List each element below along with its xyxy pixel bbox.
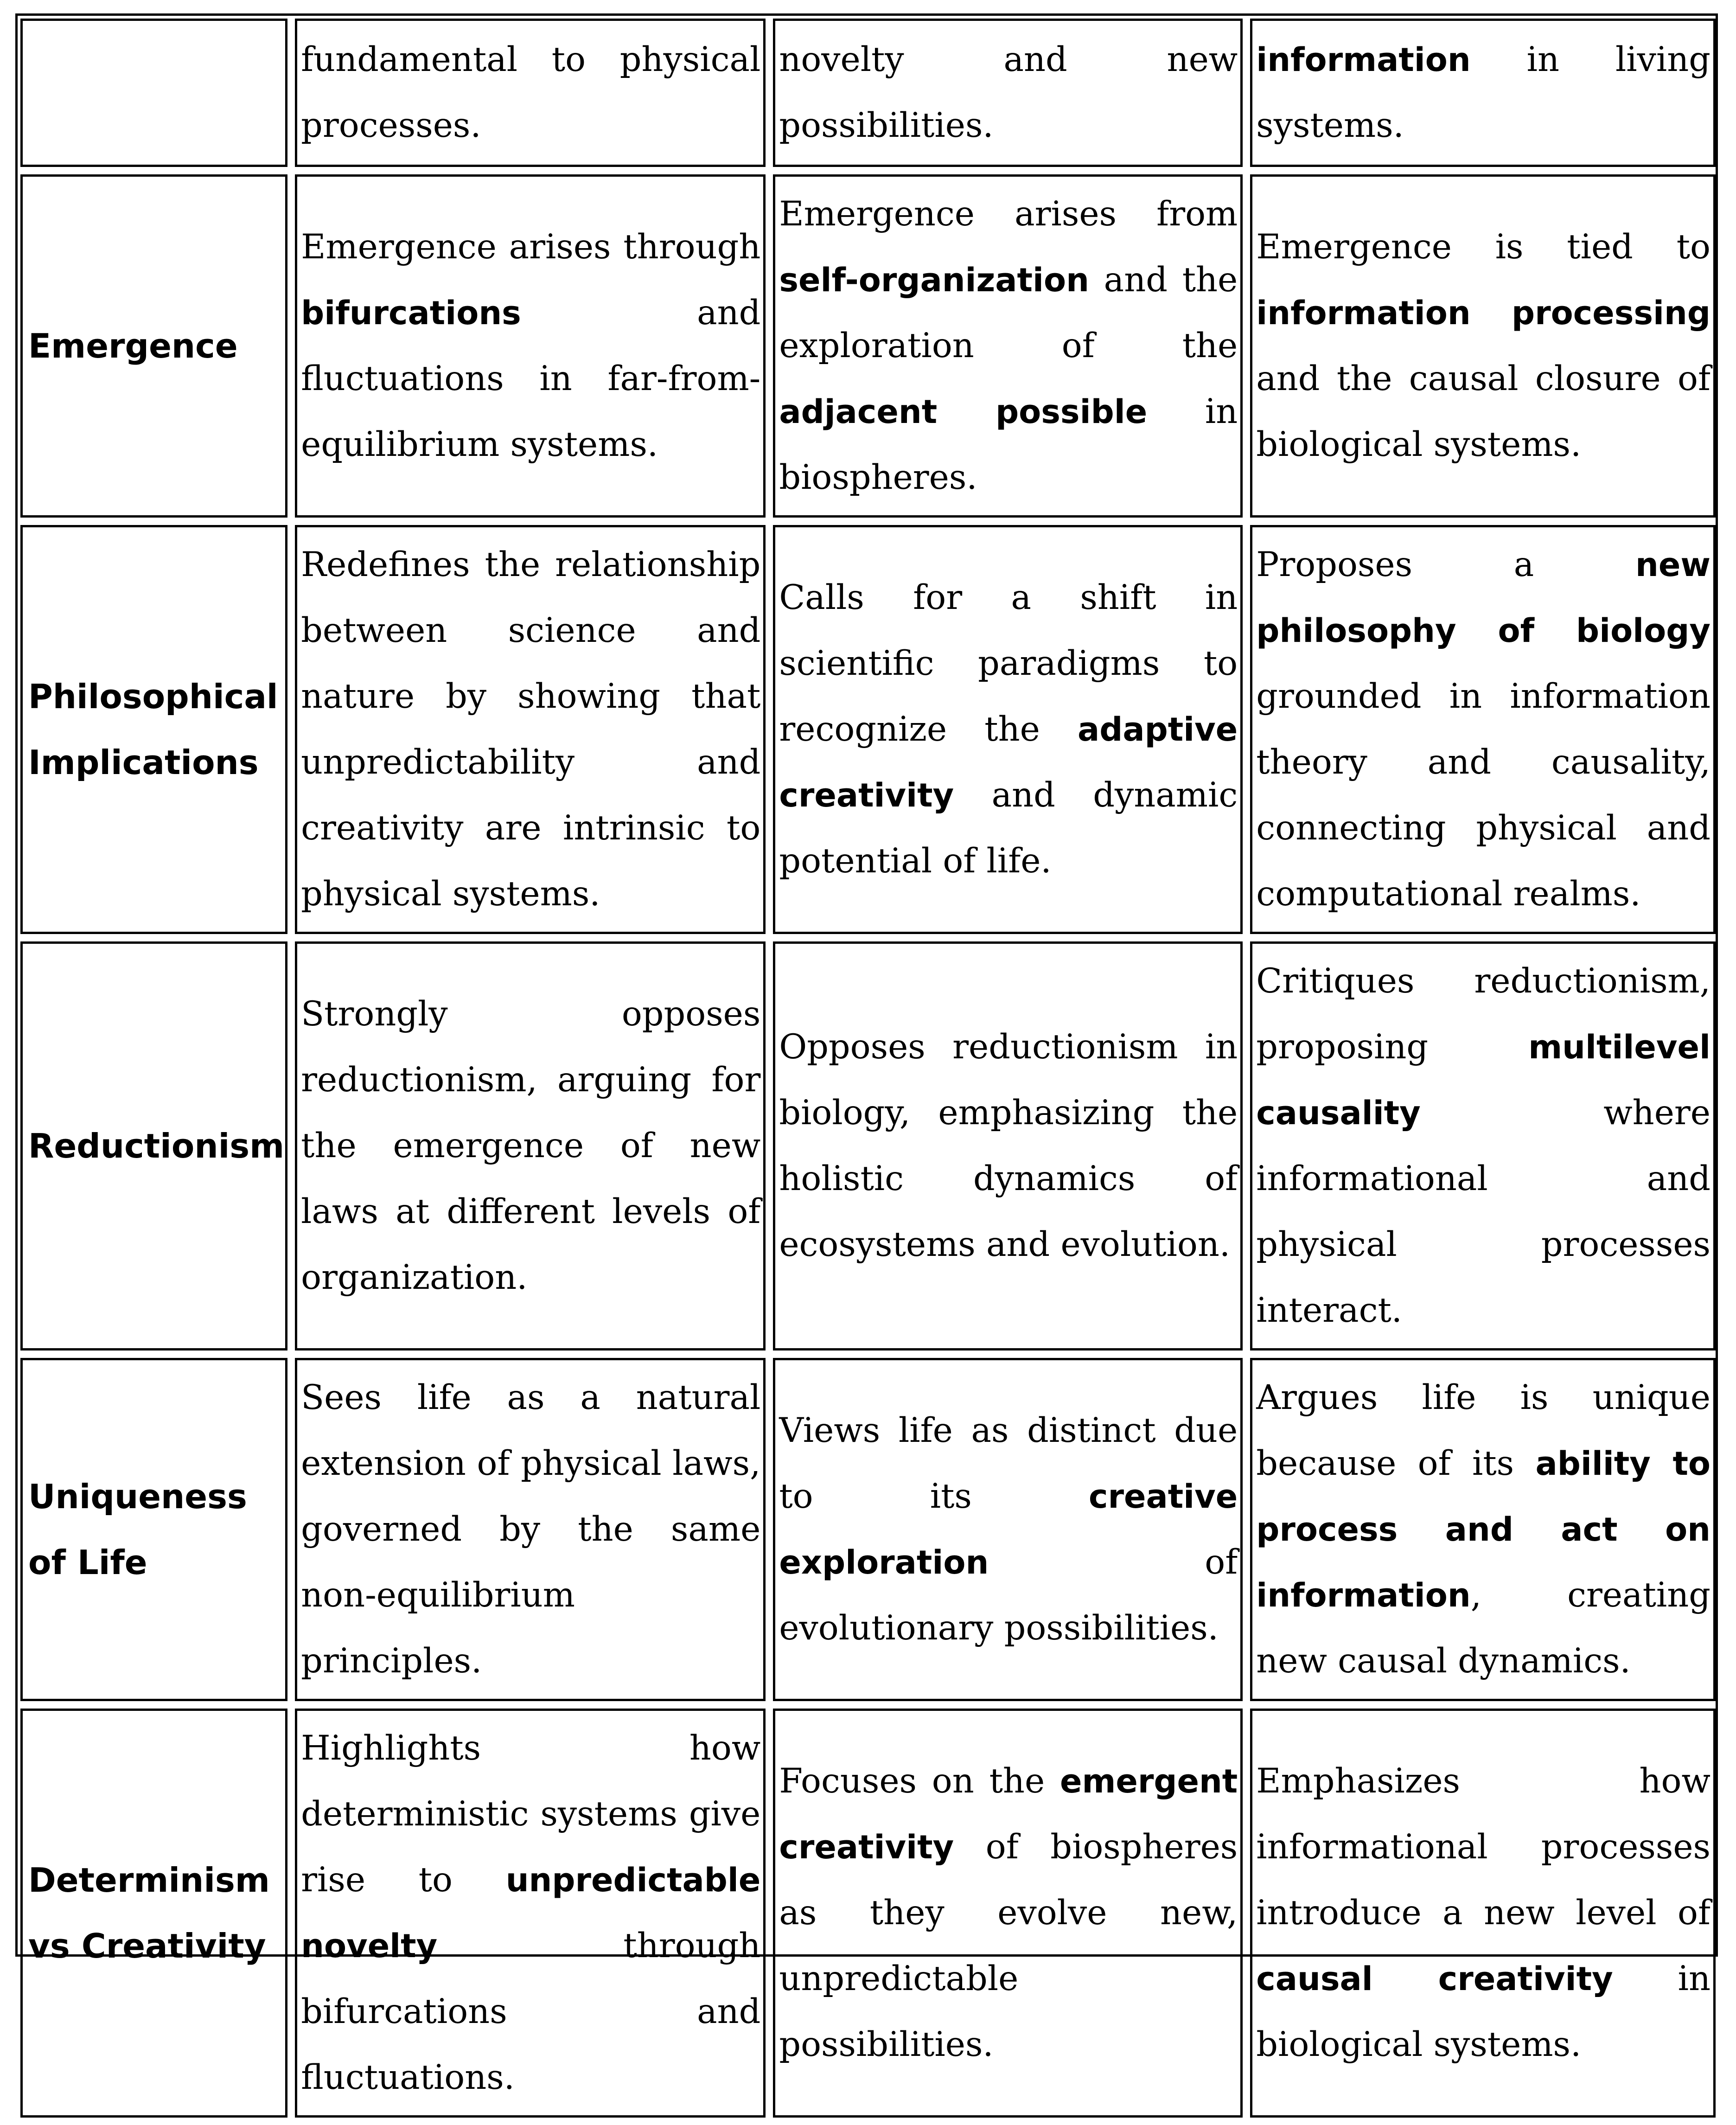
table-row [20, 1358, 1716, 1701]
cell-text: Emphasizes how informational processes introduce a new level of [1256, 1761, 1710, 1933]
bold-term: multilevel causality [1256, 1028, 1710, 1132]
cell-text: Sees life as a natural extension of physical laws, governed by the same non-equilibrium principles. [301, 1378, 761, 1681]
table-cell [1250, 525, 1716, 934]
row-heading: Emergence [20, 174, 287, 518]
table-cell [295, 174, 766, 518]
bold-term: causal creativity [1256, 1960, 1613, 1998]
cell-text: of evolutionary possibilities. [779, 1543, 1238, 1648]
cell-text: Opposes reductionism in biology, emphasizing the holistic dynamics of ecosystems and evolution. [779, 1027, 1238, 1264]
bold-term: information [1256, 41, 1471, 79]
table-cell [295, 1709, 766, 2118]
cell-text: , creating new causal dynamics. [1256, 1575, 1710, 1681]
table-cell [1250, 19, 1716, 167]
cell-text: Highlights how deterministic systems give rise to [301, 1728, 761, 1900]
table-cell [295, 525, 766, 934]
table-row [20, 525, 1716, 934]
table-cell [1250, 1358, 1716, 1701]
bold-term: new philosophy of biology [1256, 546, 1710, 650]
table-row [20, 1709, 1716, 2118]
cell-text: fundamental to physical processes. [301, 40, 761, 145]
table-cell [773, 941, 1243, 1351]
table-cell [773, 19, 1243, 167]
bold-term: emergent creativity [779, 1762, 1238, 1866]
cell-text: Proposes a [1256, 545, 1636, 584]
cell-text: grounded in information theory and causality, connecting physical and computational realms. [1256, 677, 1710, 914]
cell-text: novelty and new possibilities. [779, 40, 1238, 145]
cell-text: and the exploration of the [779, 260, 1238, 365]
cell-text: where informational and physical processes interact. [1256, 1093, 1710, 1330]
bold-term: bifurcations [301, 294, 521, 332]
table-cell [1250, 1709, 1716, 2118]
cell-text: Focuses on the [779, 1761, 1060, 1801]
table-cell [1250, 174, 1716, 518]
cell-text: Views life as distinct due to its [779, 1411, 1238, 1516]
table-cell [773, 174, 1243, 518]
bold-term: unpredictable novelty [301, 1861, 761, 1965]
bold-term: adjacent possible [779, 393, 1148, 431]
bold-term: information processing [1256, 294, 1710, 332]
table-row [20, 19, 1716, 167]
table-cell [773, 1358, 1243, 1701]
bold-term: self-organization [779, 261, 1089, 299]
row-heading: Uniqueness of Life [20, 1358, 287, 1701]
cell-text: and the causal closure of biological systems. [1256, 359, 1710, 464]
cell-text: through bifurcations and fluctuations. [301, 1926, 761, 2097]
cell-text: Critiques reductionism, proposing [1256, 961, 1710, 1067]
table-cell [295, 1358, 766, 1701]
cell-text: in biological systems. [1256, 1959, 1710, 2064]
comparison-table-frame [15, 13, 1718, 2097]
cell-text: Emergence is tied to [1256, 227, 1710, 267]
row-heading: Determinism vs Creativity [20, 1709, 287, 2118]
comparison-table [13, 11, 1723, 2125]
cell-text: Argues life is unique because of its [1256, 1378, 1710, 1483]
cell-text: in living systems. [1256, 40, 1710, 145]
table-row [20, 174, 1716, 518]
table-row [20, 941, 1716, 1351]
bold-term: creative exploration [779, 1478, 1238, 1581]
cell-text: and fluctuations in far-from-equilibrium systems. [301, 293, 761, 464]
row-heading [20, 19, 287, 167]
cell-text: Strongly opposes reductionism, arguing for the emergence of new laws at different levels of organization. [301, 994, 761, 1297]
cell-text: Redefines the relationship between science and nature by showing that unpredictability and creativity are intrinsic to physical systems. [301, 545, 761, 914]
cell-text: Emergence arises through [301, 227, 761, 267]
table-cell [773, 525, 1243, 934]
table-cell [295, 19, 766, 167]
table-cell [1250, 941, 1716, 1351]
cell-text: Emergence arises from [779, 194, 1238, 234]
table-cell [773, 1709, 1243, 2118]
bold-term: adaptive creativity [779, 710, 1238, 814]
cell-text: in biospheres. [779, 392, 1238, 497]
row-heading: Philosophical Implications [20, 525, 287, 934]
table-cell [295, 941, 766, 1351]
cell-text: Calls for a shift in scientific paradigms to recognize the [779, 578, 1238, 749]
bold-term: ability to process and act on information [1256, 1445, 1711, 1614]
cell-text: of biospheres as they evolve new, unpredictable possibilities. [779, 1827, 1238, 2064]
cell-text: and dynamic potential of life. [779, 775, 1238, 881]
row-heading: Reductionism [20, 941, 287, 1351]
